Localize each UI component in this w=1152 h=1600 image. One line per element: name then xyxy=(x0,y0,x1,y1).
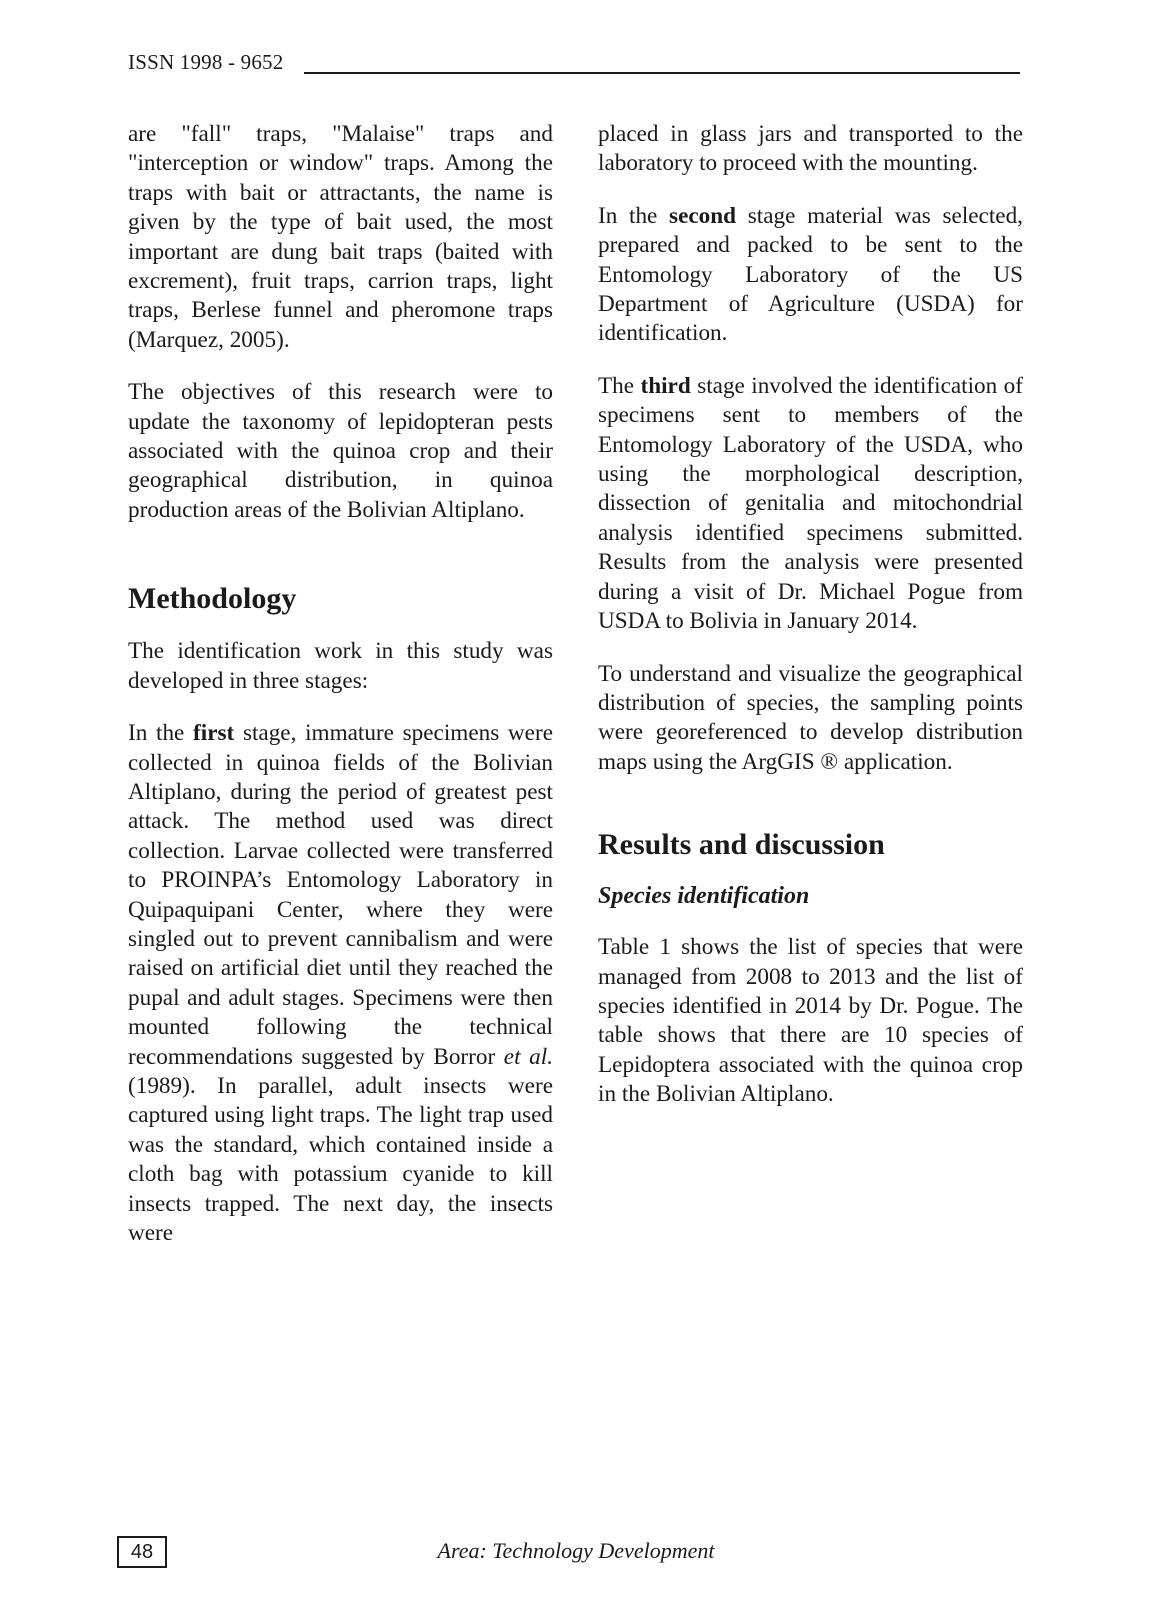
paragraph-second-stage xyxy=(598,202,1023,349)
page-number: 48 xyxy=(117,1536,167,1568)
right-column xyxy=(598,120,1023,1110)
bold-third: third xyxy=(640,372,691,399)
italic-et-al: et al. xyxy=(503,1043,553,1070)
bold-first: first xyxy=(193,720,235,747)
text-run: In the xyxy=(128,720,194,747)
text-run: (1989). In parallel, adult insects were captured using light traps. The light trap used was the standard, which contained inside a cloth bag with potassium cyanide to kill insects trapped. The next day, the insects were xyxy=(128,1072,553,1246)
methodology-heading: Methodology xyxy=(128,582,297,616)
paragraph-third-stage xyxy=(598,372,1023,637)
paragraph-three-stages: The identification work in this study was developed in three stages: xyxy=(128,638,553,694)
paragraph-jars: placed in glass jars and transported to the laboratory to proceed with the mounting. xyxy=(598,121,1023,177)
paragraph-objectives: The objectives of this research were to update the taxonomy of lepidopteran pests associated with the quinoa crop and their geographical distribution, in quinoa production areas of the Bolivian Altiplano. xyxy=(128,379,553,523)
paragraph-table1: Table 1 shows the list of species that were managed from 2008 to 2013 and the list of species identified in 2014 by Dr. Pogue. The table shows that there are 10 species of Lepidoptera associated with the quinoa crop in the Bolivian Altiplano. xyxy=(598,934,1023,1108)
header-rule xyxy=(304,72,1020,74)
footer-area-label: Area: Technology Development xyxy=(437,1538,715,1563)
species-identification-subheading: Species identification xyxy=(598,883,810,910)
paragraph-distribution: To understand and visualize the geographical distribution of species, the sampling points were georeferenced to develop distribution maps using the ArgGIS ® application. xyxy=(598,660,1023,775)
left-column xyxy=(128,120,553,1248)
text-run: stage material was selected, prepared and packed to be sent to the Entomology Laboratory of the US Department of Agriculture (USDA) for identification. xyxy=(598,202,1023,347)
text-run: The xyxy=(598,372,641,399)
text-run: stage, immature specimens were collected in quinoa fields of the Bolivian Altiplano, during the period of greatest pest attack. The method used was direct collection. Larvae collected were transferred to PROINPA’s Entomology Laboratory in Quipaquipani Center, where they were singled out to prevent cannibalism and were raised on artificial diet until they reached the pupal and adult stages. Specimens were then mounted following the technical recommendations suggested by Borror xyxy=(128,720,553,1070)
text-run: stage involved the identification of specimens sent to members of the Entomology Laboratory of the USDA, who using the morphological description, dissection of genitalia and mitochondrial analysis identified specimens submitted. Results from the analysis were presented during a visit of Dr. Michael Pogue from USDA to Bolivia in January 2014. xyxy=(598,372,1023,635)
paragraph-first-stage xyxy=(128,719,553,1248)
bold-second: second xyxy=(669,202,737,229)
text-run: In the xyxy=(598,202,670,229)
results-heading: Results and discussion xyxy=(598,828,885,862)
paragraph-traps: are "fall" traps, "Malaise" traps and "interception or window" traps. Among the traps with bait or attractants, the name is given by the type of bait used, the most important are dung bait traps (baited with excrement), fruit traps, carrion traps, light traps, Berlese funnel and pheromone traps (Marquez, 2005). xyxy=(128,121,553,353)
journal-issn: ISSN 1998 - 9652 xyxy=(128,50,284,74)
